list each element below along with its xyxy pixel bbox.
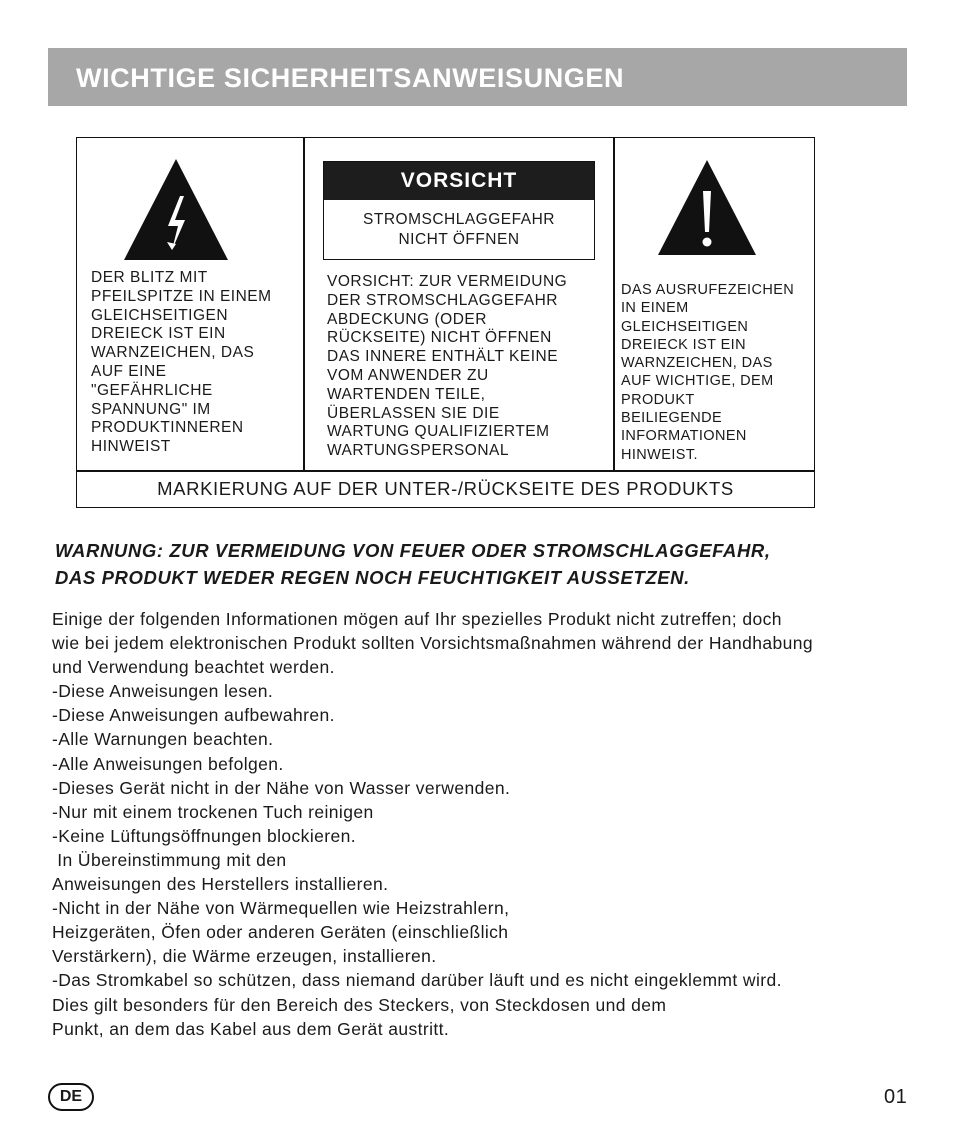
body-line: -Dieses Gerät nicht in der Nähe von Wasser verwenden.	[52, 777, 511, 798]
lightning-triangle-icon	[123, 158, 229, 261]
body-line: In Übereinstimmung mit den	[52, 849, 287, 870]
body-line: -Diese Anweisungen aufbewahren.	[52, 705, 335, 726]
body-line: Einige der folgenden Informationen mögen auf Ihr spezielles Produkt nicht zutreffen; doch	[52, 609, 782, 629]
exclamation-triangle-icon	[657, 159, 757, 256]
caution-subtitle: STROMSCHLAGGEFAHR NICHT ÖFFNEN	[363, 211, 555, 248]
warning-line-1: WARNUNG: ZUR VERMEIDUNG VON FEUER ODER STROMSCHLAGGEFAHR,	[55, 540, 771, 561]
instructions-text	[52, 607, 912, 1041]
body-line: -Nur mit einem trockenen Tuch reinigen	[52, 801, 374, 822]
body-line: und Verwendung beachtet werden.	[52, 657, 335, 678]
caution-title: VORSICHT	[324, 162, 594, 200]
marking-note: MARKIERUNG AUF DER UNTER-/RÜCKSEITE DES PRODUKTS	[157, 478, 734, 499]
safety-symbol-table	[76, 137, 815, 508]
body-line: -Diese Anweisungen lesen.	[52, 681, 274, 702]
page-title: WICHTIGE SICHERHEITSANWEISUNGEN	[76, 63, 625, 93]
header-band	[48, 48, 907, 106]
row-divider	[77, 470, 814, 472]
page-number: 01	[884, 1086, 908, 1108]
body-line: -Das Stromkabel so schützen, dass niemand darüber läuft und es nicht eingeklemmt wird.	[52, 970, 782, 991]
lightning-symbol-description: DER BLITZ MIT PFEILSPITZE IN EINEM GLEICHSEITIGEN DREIECK IST EIN WARNZEICHEN, DAS AUF EINE "GEFÄHRLICHE SPANNUNG" IM PRODUKTINNEREN HINWEIST	[91, 269, 272, 456]
body-line: Dies gilt besonders für den Bereich des Steckers, von Steckdosen und dem	[52, 994, 667, 1015]
caution-description: VORSICHT: ZUR VERMEIDUNG DER STROMSCHLAGGEFAHR ABDECKUNG (ODER RÜCKSEITE) NICHT ÖFFNEN DAS INNERE ENTHÄLT KEINE VOM ANWENDER ZU WARTENDEN TEILE, ÜBERLASSEN SIE DIE WARTUNG QUALIFIZIERTEM WARTUNGSPERSONAL	[327, 273, 568, 460]
body-line: Verstärkern), die Wärme erzeugen, installieren.	[52, 946, 437, 967]
column-divider	[613, 138, 615, 471]
body-line: Anweisungen des Herstellers installieren.	[52, 874, 389, 895]
body-line: -Keine Lüftungsöffnungen blockieren.	[52, 825, 357, 846]
column-divider	[303, 138, 305, 471]
caution-label	[323, 161, 595, 260]
body-line: -Alle Anweisungen befolgen.	[52, 753, 284, 774]
body-line: Heizgeräten, Öfen oder anderen Geräten (einschließlich	[52, 922, 509, 943]
warning-line-2: DAS PRODUKT WEDER REGEN NOCH FEUCHTIGKEIT AUSSETZEN.	[55, 567, 690, 588]
body-line: wie bei jedem elektronischen Produkt sollten Vorsichtsmaßnahmen während der Handhabung	[52, 633, 814, 654]
body-line: -Alle Warnungen beachten.	[52, 729, 274, 750]
exclamation-symbol-description: DAS AUSRUFEZEICHEN IN EINEM GLEICHSEITIGEN DREIECK IST EIN WARNZEICHEN, DAS AUF WICHTIGE, DEM PRODUKT BEILIEGENDE INFORMATIONEN HINWEIST.	[621, 282, 795, 463]
language-badge: DE	[48, 1083, 94, 1111]
body-line: Punkt, an dem das Kabel aus dem Gerät austritt.	[52, 1018, 450, 1039]
body-line: -Nicht in der Nähe von Wärmequellen wie Heizstrahlern,	[52, 898, 510, 919]
